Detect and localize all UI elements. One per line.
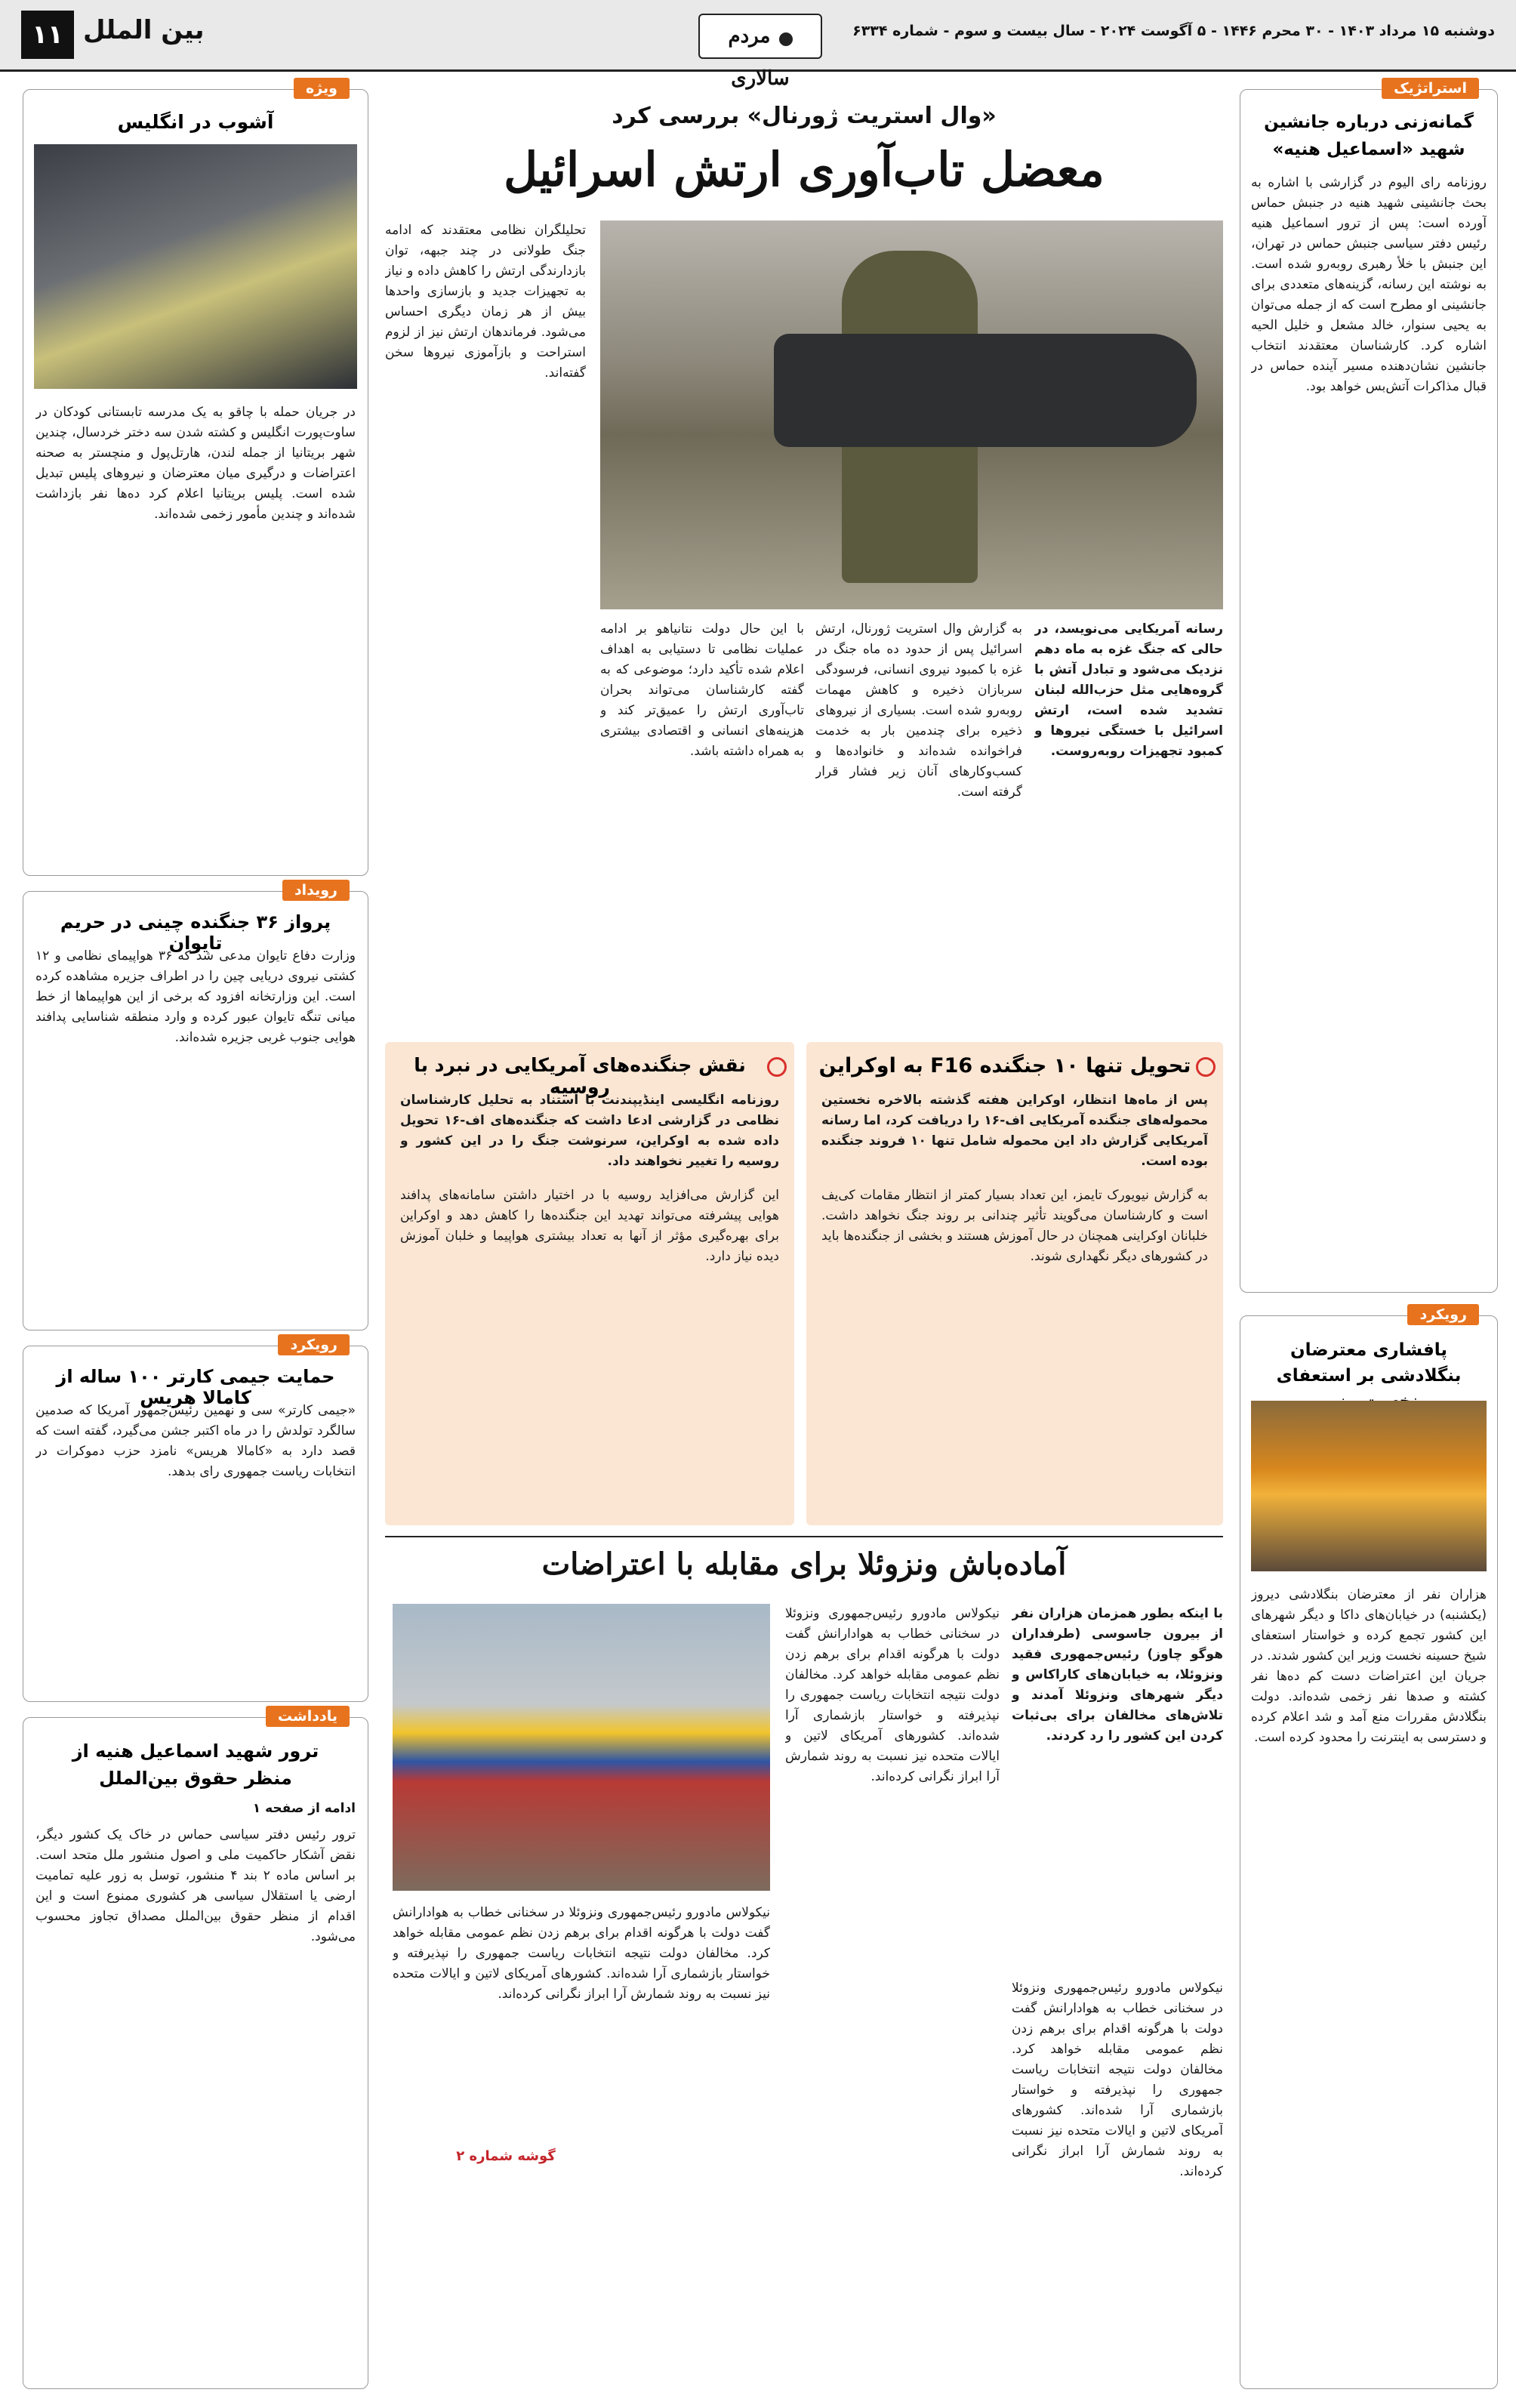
haniyeh-box bbox=[23, 1708, 368, 2389]
main-body-3: با این حال دولت نتانیاهو بر ادامه عملیات نظامی تا دستیابی به اهداف اعلام شده تأکید دارد؛ موضوعی که به گفته کارشناسان می‌تواند بحران تاب‌آوری ارتش را عمیق‌تر کند و هزینه‌های انسانی و اقتصادی بیشتری به همراه داشته باشد. bbox=[600, 621, 804, 759]
bangladesh-box bbox=[1240, 1306, 1498, 2389]
carter-body: «جیمی کارتر» سی و نهمین رئیس‌جمهور آمریکا که صدمین سالگرد تولدش را در ماه اکتبر جشن می‌گیرد، گفته است که قصد دارد به «کامالا هریس» نامزد حزب دموکرات در انتخابات ریاست جمهوری رای بدهد. bbox=[35, 1403, 356, 1479]
main-title: معضل تاب‌آوری ارتش اسرائیل bbox=[504, 142, 1105, 197]
venezuela-title: آماده‌باش ونزوئلا برای مقابله با اعتراضات bbox=[541, 1546, 1067, 1582]
uk-body: در جریان حمله با چاقو به یک مدرسه تابستانی کودکان در ساوت‌پورت انگلیس و کشته شدن سه دختر خردسال، چندین شهر بریتانیا از جمله لندن، هارتل‌پول و منچستر به صحنه اعتراضات و درگیری میان معترضان و نیروهای پلیس تبدیل شده است. پلیس بریتانیا اعلام کرد ده‌ها نفر بازداشت شده‌اند و چندین مأمور زخمی شده‌اند. bbox=[35, 405, 356, 522]
section-name: بین الملل bbox=[83, 15, 205, 45]
haniyeh-continued: ادامه از صفحه ۱ bbox=[252, 1801, 356, 1816]
strategy-body: روزنامه رای الیوم در گزارشی با اشاره به بحث جانشینی شهید هنیه در جنبش حماس آورده است: پس از ترور اسماعیل هنیه رئیس دفتر سیاسی جنبش حماس در تهران، این جنبش با خلأ رهبری روبه‌رو شده است. به نوشته این رسانه، گزینه‌های متعددی برای جانشینی او مطرح است که از جمله می‌توان به یحیی سنوار، خالد مشعل و خلیل الحیه اشاره کرد. کارشناسان معتقدند انتخاب جانشین نشان‌دهنده مسیر آینده حماس در قبال مذاکرات آتش‌بس خواهد بود. bbox=[1251, 175, 1487, 394]
usa-lead: روزنامه انگلیسی اینڈیپندنت با استناد به تحلیل کارشناسان نظامی در گزارشی ادعا داشت که جنگنده‌های اف-۱۶ تحویل داده شده به اوکراین، سرنوشت جنگ را در این کشور و روسیه را تغییر نخواهند داد. bbox=[400, 1093, 779, 1169]
main-left-column bbox=[385, 220, 586, 1036]
taiwan-title: پرواز ۳۶ جنگنده چینی در حریم تایوان bbox=[60, 911, 331, 954]
bangladesh-tag: رویکرد bbox=[1407, 1304, 1479, 1325]
date-line: دوشنبه ۱۵ مرداد ۱۴۰۳ - ۳۰ محرم ۱۴۴۶ - ۵ آگوست ۲۰۲۴ - سال بیست و سوم - شماره ۶۳۳۴ bbox=[852, 23, 1495, 39]
carter-title: حمایت جیمی کارتر ۱۰۰ ساله از کامالا هریس bbox=[56, 1366, 335, 1408]
carter-box bbox=[23, 1337, 368, 1702]
f16-body: به گزارش نیویورک تایمز، این تعداد بسیار کمتر از انتظار مقامات کی‌یف است و کارشناسان می‌گویند تأثیر چندانی بر روند جنگ نخواهد داشت. خلبانان اوکراینی همچنان در حال آموزش هستند و بخشی از جنگنده‌ها باید در کشورهای دیگر نگهداری شوند. bbox=[821, 1188, 1208, 1264]
bangladesh-title: پافشاری معترضان بنگلادشی بر استعفای bbox=[1276, 1340, 1462, 1386]
logo bbox=[698, 14, 822, 90]
main-lead: رسانه آمریکایی می‌نویسد، در حالی که جنگ غزه به ماه دهم نزدیک می‌شود و تبادل آتش با گروه‌هایی مثل حزب‌الله لبنان تشدید شده است، ارتش اسرائیل با خستگی نیروها و کمبود تجهیزات روبه‌روست. bbox=[1034, 621, 1223, 759]
venezuela-body: نیکولاس مادورو رئیس‌جمهوری ونزوئلا در سخنانی خطاب به هوادارانش گفت دولت با هرگونه اقدام برای برهم زدن نظم عمومی مقابله خواهد کرد. مخالفان دولت نتیجه انتخابات ریاست جمهوری را نپذیرفته و خواستار بازشماری آرا شده‌اند. کشورهای آمریکای لاتین و ایالات متحده نیز نسبت به روند شمارش آرا ابراز نگرانی کرده‌اند. bbox=[785, 1606, 1000, 1784]
f16-lead: پس از ماه‌ها انتظار، اوکراین هفته گذشته بالاخره نخستین محموله‌های جنگنده آمریکایی اف-۱۶ را دریافت کرد، اما رسانه آمریکایی گزارش داد این محموله شامل تنها ۱۰ فروند جنگنده بوده است. bbox=[821, 1093, 1208, 1169]
main-body-2: تحلیلگران نظامی معتقدند که ادامه جنگ طولانی در چند جبهه، توان بازدارندگی ارتش را کاهش داده و نیاز به تجهیزات جدید و بازسازی واحدها بیش از هر زمان دیگری احساس می‌شود. فرماندهان ارتش نیز از لزوم استراحت و بازآموزی نیروها سخن گفته‌اند. bbox=[385, 223, 586, 381]
usa-title: نقش جنگنده‌های آمریکایی در نبرد با روسیه bbox=[414, 1054, 746, 1098]
venezuela-left-col bbox=[393, 1903, 770, 2137]
main-photo bbox=[600, 220, 1223, 609]
main-kicker: «وال استریت ژورنال» بررسی کرد bbox=[612, 103, 997, 129]
uk-tag: ویژه bbox=[294, 78, 350, 99]
venezuela-body-right bbox=[1012, 1978, 1223, 2379]
haniyeh-title: ترور شهید اسماعیل هنیه از منظر حقوق بین‌الملل bbox=[72, 1740, 319, 1789]
gun-barrel-shape bbox=[774, 334, 1197, 447]
f16-box bbox=[806, 1042, 1223, 1525]
venezuela-lead: با اینکه بطور همزمان هزاران نفر از بیرون جاسوسی (طرفداران هوگو چاوز) رئیس‌جمهوری فقید ونزوئلا، به خیابان‌های کاراکاس و دیگر شهرهای ونزوئلا آمدند و تلاش‌های مخالفان برای بی‌ثبات کردن این کشور را رد کردند. bbox=[1012, 1606, 1223, 1744]
main-body-1: به گزارش وال استریت ژورنال، ارتش اسرائیل پس از حدود ده ماه جنگ در غزه با کمبود نیروی انسانی، فرسودگی سربازان ذخیره و کاهش مهمات روبه‌رو شده است. بسیاری از نیروهای ذخیره برای چندمین بار به خدمت فراخوانده شده‌اند و خانواده‌ها و کسب‌وکارهای آنان زیر فشار قرار گرفته است. bbox=[815, 621, 1022, 800]
venezuela-rule bbox=[385, 1536, 1223, 1537]
taiwan-tag: رویداد bbox=[282, 880, 350, 901]
bangladesh-photo bbox=[1251, 1401, 1487, 1571]
strategy-box bbox=[1240, 80, 1498, 1293]
logo-text: مردم سالاری bbox=[728, 25, 790, 90]
taiwan-body: وزارت دفاع تایوان مدعی شد که ۳۶ هواپیمای نظامی و ۱۲ کشتی نیروی دریایی چین را در اطراف جزیره مشاهده کرده است. این وزارتخانه افزود که برخی از این هواپیماها از خط میانی تنگه تایوان عبور کرده و وارد منطقه شناسایی پدافند هوایی جنوب غربی جزیره شده‌اند. bbox=[35, 948, 356, 1045]
bookmark-icon bbox=[1196, 1057, 1216, 1077]
taiwan-box bbox=[23, 882, 368, 1330]
uk-photo bbox=[34, 144, 357, 389]
bookmark-icon bbox=[767, 1057, 787, 1077]
venezuela-footnote: گوشه شماره ۲ bbox=[456, 2148, 556, 2164]
carter-tag: رویکرد bbox=[278, 1334, 350, 1355]
strategy-title-2: شهید «اسماعیل هنیه» bbox=[1272, 140, 1465, 159]
venezuela-photo bbox=[393, 1604, 770, 1891]
usa-body: این گزارش می‌افزاید روسیه با در اختیار داشتن سامانه‌های پدافند هوایی پیشرفته می‌تواند تهدید این جنگنده‌ها را کاهش دهد و اوکراین برای بهره‌گیری مؤثر از آنها به تعداد بیشتری هواپیما و خلبان آموزش دیده نیاز دارد. bbox=[400, 1188, 779, 1264]
logo-seal-icon bbox=[779, 32, 793, 46]
bangladesh-body: هزاران نفر از معترضان بنگلادشی دیروز (یکشنبه) در خیابان‌های داکا و دیگر شهرهای این کشور تجمع کرده و خواستار استعفای شیخ حسینه نخست وزیر این کشور شدند. در جریان این اعتراضات دست کم ده‌ها نفر کشته و صدها نفر زخمی شده‌اند. دولت بنگلادش مقررات منع آمد و شد اعلام کرده و دسترسی به اینترنت را محدود کرده است. bbox=[1251, 1587, 1487, 1745]
page-number: ۱۱ bbox=[21, 11, 74, 59]
strategy-title-1: گمانه‌زنی درباره جانشین bbox=[1264, 113, 1474, 132]
haniyeh-tag: یادداشت bbox=[266, 1706, 350, 1727]
venezuela-body-left: نیکولاس مادورو رئیس‌جمهوری ونزوئلا در سخنانی خطاب به هوادارانش گفت دولت با هرگونه اقدام برای برهم زدن نظم عمومی مقابله خواهد کرد. مخالفان دولت نتیجه انتخابات ریاست جمهوری را نپذیرفته و خواستار بازشماری آرا شده‌اند. کشورهای آمریکای لاتین و ایالات متحده نیز نسبت به روند شمارش آرا ابراز نگرانی کرده‌اند. bbox=[393, 1905, 770, 2002]
uk-title: آشوب در انگلیس bbox=[117, 111, 274, 133]
venezuela-body-continued: نیکولاس مادورو رئیس‌جمهوری ونزوئلا در سخنانی خطاب به هوادارانش گفت دولت با هرگونه اقدام برای برهم زدن نظم عمومی مقابله خواهد کرد. مخالفان دولت نتیجه انتخابات ریاست جمهوری را نپذیرفته و خواستار بازشماری آرا شده‌اند. کشورهای آمریکای لاتین و ایالات متحده نیز نسبت به روند شمارش آرا ابراز نگرانی کرده‌اند. bbox=[1012, 1981, 1223, 2179]
usa-box bbox=[385, 1042, 794, 1525]
f16-title: تحویل تنها ۱۰ جنگنده F16 به اوکراین bbox=[818, 1054, 1191, 1078]
strategy-tag: استراتژیک bbox=[1382, 78, 1479, 99]
haniyeh-body: ترور رئیس دفتر سیاسی حماس در خاک یک کشور دیگر، نقض آشکار حاکمیت ملی و اصول منشور ملل متحد است. بر اساس ماده ۲ بند ۴ منشور، توسل به زور علیه تمامیت ارضی یا استقلال سیاسی هر کشوری ممنوع است و این اقدام از منظر حقوق بین‌الملل مصداق تجاوز محسوب می‌شود. bbox=[35, 1827, 356, 1944]
uk-box bbox=[23, 80, 368, 876]
